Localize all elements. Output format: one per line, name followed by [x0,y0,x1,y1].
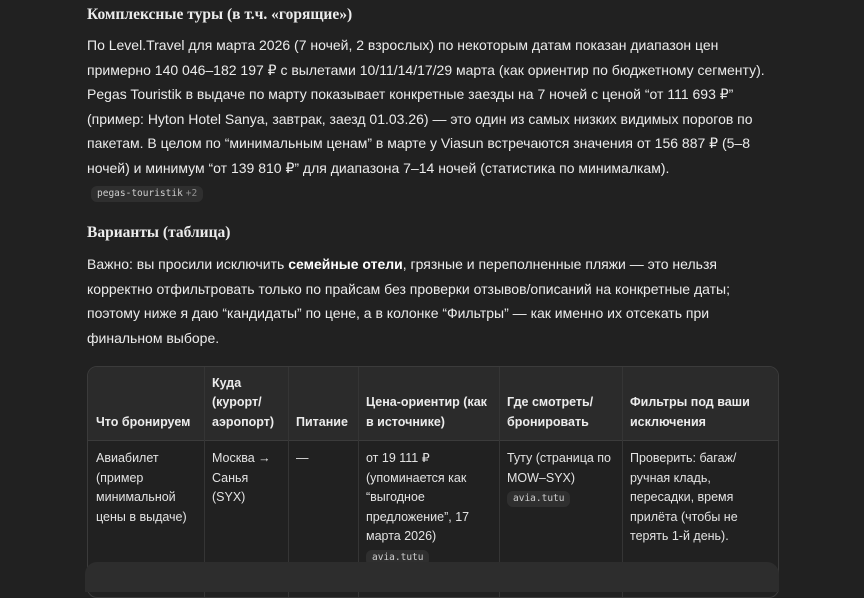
source-chip-more: +2 [185,188,198,199]
table-header-meal: Питание [296,414,348,429]
cell-price-text: от 19 111 ₽ (упоминается как “выгодное предложение”, 17 марта 2026) [366,451,470,543]
cell-source [499,449,622,508]
cell-source-text: Туту (страница по MOW–SYX) [507,451,612,485]
note-text-bold: семейные отели [288,256,403,272]
section-heading-package-tours: Комплексные туры (в т.ч. «горящие») [87,6,353,23]
cell-where: Москва → Санья (SYX) [212,451,271,504]
cell-price [358,449,499,566]
note-text-before: Важно: вы просили исключить [87,256,289,272]
note-text-after: , грязные и переполненные пляжи — это нельзя корректно отфильтровать только по прайсам без проверки отзывов/описаний на конкретные даты; поэтому ниже я даю “кандидаты” по цене, а в колонке “Фильтры” — как именно их отсекать при финальном выборе. [87,256,730,346]
source-chip-pegas[interactable] [91,186,203,202]
table-header-price: Цена-ориентир (как в источнике) [366,395,487,429]
cell-what: Авиабилет (пример минимальной цены в выдаче) [96,451,187,524]
source-chip-label: pegas-touristik [97,188,183,199]
section-heading-options-table: Варианты (таблица) [87,224,231,241]
table-header-filters: Фильтры под ваши исключения [630,395,750,429]
table-header-row [88,367,778,441]
source-chip-avia-tutu[interactable]: avia.tutu [507,491,570,507]
cell-meal: — [296,451,309,465]
composer-input-area[interactable] [85,562,779,592]
table-header-where: Куда (курорт/аэропорт) [212,375,275,429]
source-chip-avia-tutu[interactable]: avia.tutu [366,550,429,566]
table-header-source: Где смотреть/бронировать [507,395,594,429]
package-tours-text: По Level.Travel для марта 2026 (7 ночей, 2 взрослых) по некоторым датам показан диапазон цен примерно 140 046–182 197 ₽ с вылетами 10/11/14/17/29 марта (как ориентир по бюджетному сегменту). Pegas Touristik в выдаче по марту показывает конкретные заезды на 7 ночей с ценой “от 111 693 ₽” (пример: Hyton Hotel Sanya, завтрак, заезд 01.03.26) — это один из самых низких видимых порогов по пакетам. В целом по “минимальным ценам” в марте у Viasun встречаются значения от 156 887 ₽ (5–8 ночей) и минимум “от 139 810 ₽” для диапазона 7–14 ночей (статистика по минималкам). [87,37,765,176]
package-tours-paragraph [87,33,777,205]
options-note-paragraph [87,252,777,350]
table-header-what: Что бронируем [96,414,191,429]
cell-filters: Проверить: багаж/ручная кладь, пересадки, время прилёта (чтобы не терять 1-й день). [630,451,738,543]
